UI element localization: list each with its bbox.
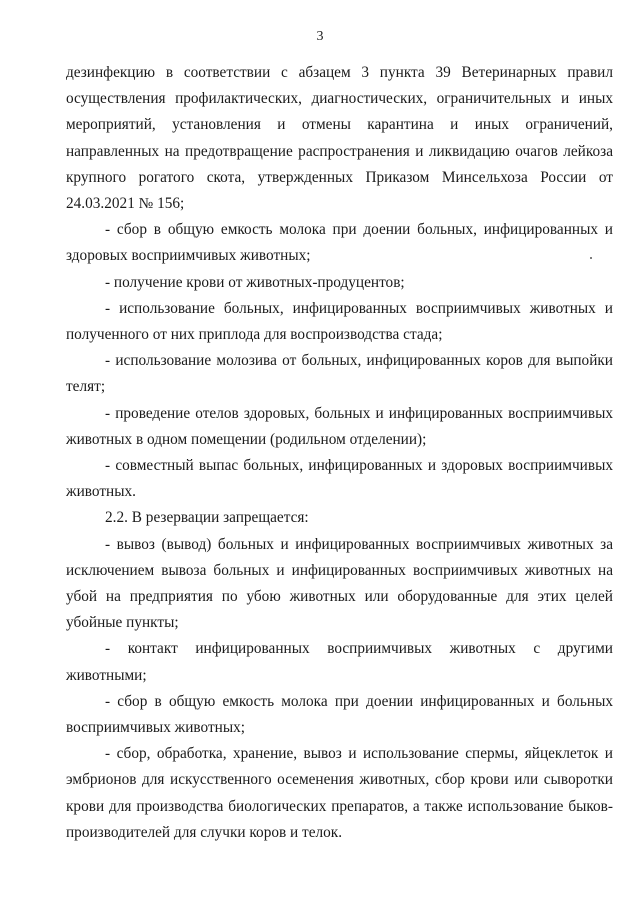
section-2-2-heading: 2.2. В резервации запрещается: (105, 509, 309, 527)
paragraph-calving-room: - проведение отелов здоровых, больных и инфицированных восприимчивых животных в одном помещении (родильном отделении); (66, 404, 613, 448)
paragraph-reproductive-material: - сбор, обработка, хранение, вывоз и использование спермы, яйцеклеток и эмбрионов для искусственного осеменения животных, сбор крови или сыворотки крови для производства биологических препаратов, а также использование быков-производителей для случки коров и телок. (66, 745, 613, 841)
paragraph-animal-contact: - контакт инфицированных восприимчивых животных с другими животными; (66, 640, 613, 684)
paragraph-milk-collection-herd: - сбор в общую емкость молока при доении больных, инфицированных и здоровых восприимчивых животных; (66, 221, 613, 265)
paragraph-milk-collection-infected: - сбор в общую емкость молока при доении инфицированных и больных восприимчивых животных; (66, 692, 613, 737)
paragraph-disinfection-continuation: дезинфекцию в соответствии с абзацем 3 пункта 39 Ветеринарных правил осуществления профилактических, диагностических, ограничительных и иных мероприятий, установления и отмены карантина и иных ограничений, направленных на предотвращение распространения и ликвидацию очагов лейкоза крупного рогатого скота, утвержденных Приказом Минсельхоза России от 24.03.2021 № 156; (66, 64, 613, 213)
paragraph-blood-donors: - получение крови от животных-продуцентов; (105, 273, 405, 291)
paragraph-joint-grazing: - совместный выпас больных, инфицированных и здоровых восприимчивых животных. (66, 457, 613, 501)
document-body (66, 60, 613, 846)
paragraph-colostrum-use: - использование молозива от больных, инфицированных коров для выпойки телят; (66, 352, 613, 396)
page-number: 3 (316, 29, 324, 44)
paragraph-animal-removal: - вывоз (вывод) больных и инфицированных восприимчивых животных за исключением вывоза больных и инфицированных восприимчивых животных на убой на предприятия по убою животных или оборудованные для этих целей убойные пункты; (66, 535, 613, 632)
paragraph-reproduction-use: - использование больных, инфицированных восприимчивых животных и полученного от них приплода для воспроизводства стада; (66, 299, 613, 344)
